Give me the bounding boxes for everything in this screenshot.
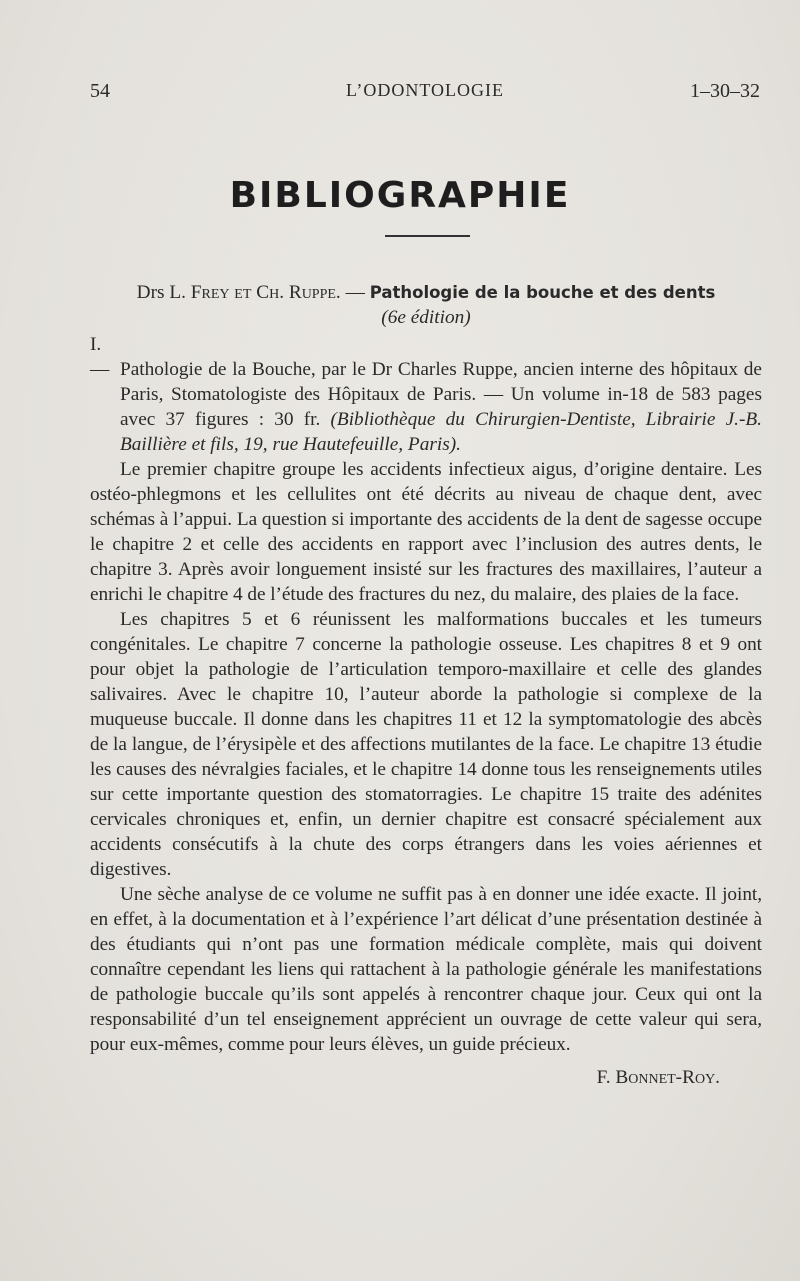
review-paragraph-1: Le premier chapitre groupe les accidents infectieux aigus, d’origine dentaire. Les ostéo-phlegmons et les cellulites ont été décrits au niveau de chaque dent, avec schémas à l’appui. La question si importante des accidents de la dent de sagesse occupe le chapitre 2 et celle des accidents en rapport avec l’inclusion des autres dents, le chapitre 3. Après avoir longuement insisté sur les fractures des maxillaires, l’auteur a enrichi le chapitre 4 de l’étude des fractures du nez, du malaire, des plaies de la face. [90, 459, 762, 605]
authors: L. Frey et Ch. Ruppe. [169, 282, 341, 303]
heading-dash: — [340, 282, 370, 303]
section-title: BIBLIOGRAPHIE [229, 175, 571, 216]
review-body [90, 280, 762, 1090]
journal-title: L’ODONTOLOGIE [346, 80, 504, 100]
review-paragraph-2: Les chapitres 5 et 6 réunissent les malformations buccales et les tumeurs congénitales. Le chapitre 7 concerne la pathologie osseuse. Les chapitres 8 et 9 ont pour objet la pathologie de l’articulation temporo-maxillaire et celle des glandes salivaires. Avec le chapitre 10, l’auteur aborde la pathologie si complexe de la muqueuse buccale. Il donne dans les chapitres 11 et 12 la symptomatologie des abcès de la langue, de l’érysipèle et des affections mutilantes de la face. Le chapitre 13 étudie les causes des névralgies faciales, et le chapitre 14 donne tous les renseignements utiles sur cette importante question des stomatorragies. Le chapitre 15 traite des adénites cervicales chroniques et, enfin, un dernier chapitre est consacré spécialement aux accidents consécutifs à la chute des corps étrangers dans les voies aériennes et digestives. [90, 609, 762, 880]
issue-date: 1–30–32 [690, 80, 760, 102]
authors-prefix: Drs [136, 282, 165, 303]
running-head [90, 78, 760, 102]
book-title: Pathologie de la bouche et des dents [369, 283, 716, 302]
entry-text: Pathologie de la Bouche, par le Dr Charles Ruppe, ancien interne des hôpitaux de Paris, Stomatologiste des Hôpitaux de Paris. — Un volume in-18 de 583 pages avec 37 figures : 30 fr. [120, 359, 762, 430]
review-paragraph-3: Une sèche analyse de ce volume ne suffit pas à en donner une idée exacte. Il joint, en effet, à la documentation et à l’expérience l’art délicat d’une présentation destinée à des étudiants qui n’ont pas une formation médicale complète, mais qui doivent connaître cependant les liens qui rattachent à la pathologie générale les manifestations de pathologie buccale qu’ils sont appelés à rencontrer chaque jour. Ceux qui ont la responsabilité d’un tel enseignement apprécient un ouvrage de cette valeur qui sera, pour eux-mêmes, comme pour leurs élèves, un guide précieux. [90, 884, 762, 1055]
page-number: 54 [90, 80, 110, 102]
bibliographic-entry [90, 332, 762, 457]
entry-label: I. — [90, 334, 110, 380]
title-divider [385, 235, 470, 237]
review-heading [90, 280, 762, 305]
edition-note: (6e édition) [381, 307, 471, 328]
signature: F. Bonnet-Roy. [596, 1067, 720, 1088]
entry-publisher: (Bibliothèque du Chirurgien-Dentiste, Librairie J.-B. Baillière et fils, 19, rue Hautefeuille, Paris). [120, 409, 762, 455]
